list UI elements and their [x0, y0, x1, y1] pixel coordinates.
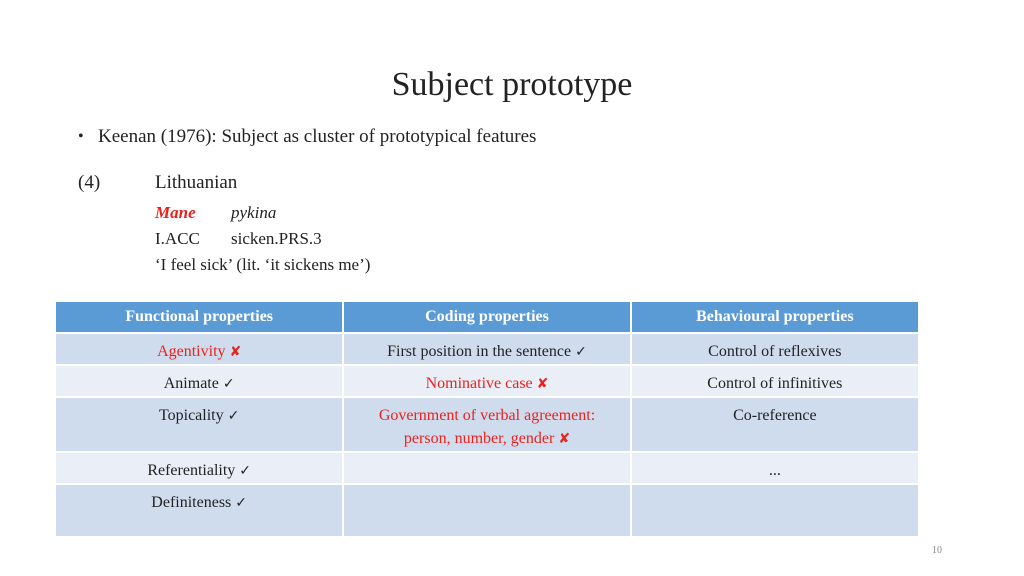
header-coding: Coding properties: [343, 302, 630, 333]
check-icon: ✓: [227, 408, 240, 424]
cell-text: person, number, gender: [403, 430, 555, 447]
cell-text: First position in the sentence: [387, 343, 572, 360]
table-cell: [343, 333, 630, 365]
table-row: [56, 333, 918, 365]
cell-text: Government of verbal agreement:: [378, 407, 596, 424]
table-cell: [56, 365, 343, 397]
table-cell: [631, 333, 918, 365]
example-word-mane: Mane: [155, 203, 196, 222]
cell-text: Nominative case: [425, 375, 533, 392]
table-cell: [631, 365, 918, 397]
bullet-text: Keenan (1976): Subject as cluster of prototypical features: [98, 126, 537, 147]
header-functional: Functional properties: [56, 302, 343, 333]
header-behavioural: Behavioural properties: [631, 302, 918, 333]
table-cell: [631, 397, 918, 452]
cell-text: Control of infinitives: [707, 375, 843, 392]
properties-table: [56, 302, 918, 538]
check-icon: ✓: [575, 344, 587, 360]
table-cell: [631, 452, 918, 484]
interlinear-gloss: [155, 200, 370, 278]
cell-text: Topicality: [158, 407, 224, 424]
table-row: [56, 397, 918, 452]
cross-icon: ✘: [558, 431, 571, 447]
table-cell: [631, 484, 918, 537]
table-row: [56, 452, 918, 484]
cell-text: Animate: [163, 375, 219, 392]
table-header-row: [56, 302, 918, 333]
table-cell: [343, 397, 630, 452]
table-cell: [343, 484, 630, 537]
gloss-word2: sicken.PRS.3: [231, 229, 322, 248]
check-icon: ✓: [239, 463, 252, 479]
cell-text: Agentivity: [157, 343, 226, 360]
table-cell: [56, 484, 343, 537]
gloss-row-translation: [155, 252, 370, 278]
example-language: Lithuanian: [155, 172, 238, 193]
cross-icon: ✘: [229, 344, 242, 360]
cell-text: Control of reflexives: [708, 343, 842, 360]
cross-icon: ✘: [536, 376, 549, 392]
check-icon: ✓: [235, 495, 248, 511]
translation: ‘I feel sick’ (lit. ‘it sickens me’): [155, 255, 371, 274]
gloss-row-glosses: [155, 226, 370, 252]
cell-text: Referentiality: [147, 462, 236, 479]
table-cell: [56, 452, 343, 484]
cell-text: ...: [768, 462, 781, 479]
gloss-row-words: [155, 200, 370, 226]
example-word-pykina: pykina: [231, 203, 277, 222]
table-cell: [343, 365, 630, 397]
bullet-icon: •: [78, 128, 84, 145]
gloss-word1: I.ACC: [155, 229, 200, 248]
table-row: [56, 484, 918, 537]
table-cell: [343, 452, 630, 484]
page-number: 10: [932, 545, 942, 556]
example-number: (4): [78, 172, 101, 193]
cell-text: Definiteness: [151, 494, 232, 511]
table-cell: [56, 397, 343, 452]
bullet-item: [78, 126, 536, 148]
slide-title: Subject prototype: [391, 66, 633, 103]
cell-text: Co-reference: [733, 407, 817, 424]
check-icon: ✓: [222, 376, 235, 392]
table-row: [56, 365, 918, 397]
table-cell: [56, 333, 343, 365]
